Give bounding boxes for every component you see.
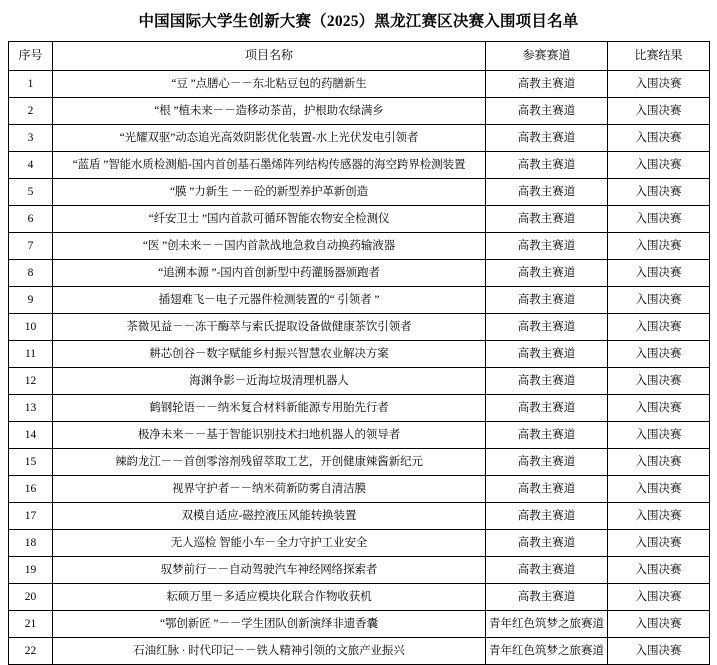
cell-result: 入围决赛 — [608, 584, 710, 611]
column-header-seq: 序号 — [9, 42, 53, 71]
table-row — [9, 503, 710, 530]
cell-name: “蓝盾 ”智能水质检测船-国内首创基石墨烯阵列结构传感器的海空跨界检测装置 — [53, 152, 486, 179]
cell-seq: 15 — [9, 449, 53, 476]
cell-result: 入围决赛 — [608, 368, 710, 395]
table-row — [9, 314, 710, 341]
table-row — [9, 125, 710, 152]
cell-name: “根 ”植未来－－造移动茶苗，护根助农绿满乡 — [53, 98, 486, 125]
cell-track: 高教主赛道 — [486, 152, 608, 179]
cell-result: 入围决赛 — [608, 314, 710, 341]
cell-result: 入围决赛 — [608, 206, 710, 233]
table-row — [9, 530, 710, 557]
table-row — [9, 611, 710, 638]
cell-seq: 21 — [9, 611, 53, 638]
table-row — [9, 341, 710, 368]
cell-result: 入围决赛 — [608, 503, 710, 530]
cell-track: 高教主赛道 — [486, 314, 608, 341]
table-row — [9, 179, 710, 206]
table-body — [9, 71, 710, 665]
table-header-row — [9, 42, 710, 71]
page-title: 中国国际大学生创新大赛（2025）黑龙江赛区决赛入围项目名单 — [138, 13, 579, 30]
cell-name: 驭梦前行－－自动驾驶汽车神经网络探索者 — [53, 557, 486, 584]
cell-track: 高教主赛道 — [486, 71, 608, 98]
cell-result: 入围决赛 — [608, 638, 710, 665]
table-row — [9, 71, 710, 98]
cell-seq: 19 — [9, 557, 53, 584]
cell-seq: 5 — [9, 179, 53, 206]
table-row — [9, 422, 710, 449]
cell-track: 青年红色筑梦之旅赛道 — [486, 638, 608, 665]
table-row — [9, 395, 710, 422]
cell-name: 耕芯创谷－数字赋能乡村振兴智慧农业解决方案 — [53, 341, 486, 368]
cell-name: 无人巡检 智能小车－全力守护工业安全 — [53, 530, 486, 557]
cell-name: “膜 ”力新生 －－砼的新型养护革新创造 — [53, 179, 486, 206]
finalist-projects-table — [8, 41, 710, 665]
cell-name: “鄂创新匠 ”－－学生团队创新演绎非遗香囊 — [53, 611, 486, 638]
cell-result: 入围决赛 — [608, 395, 710, 422]
cell-name: 双模自适应-磁控液压风能转换装置 — [53, 503, 486, 530]
cell-seq: 22 — [9, 638, 53, 665]
cell-track: 高教主赛道 — [486, 260, 608, 287]
table-row — [9, 233, 710, 260]
cell-seq: 6 — [9, 206, 53, 233]
cell-name: “光耀双驱”动态追光高效阴影优化装置-水上光伏发电引领者 — [53, 125, 486, 152]
table-row — [9, 449, 710, 476]
cell-seq: 18 — [9, 530, 53, 557]
cell-name: 海渊争影－近海垃圾清理机器人 — [53, 368, 486, 395]
cell-track: 高教主赛道 — [486, 530, 608, 557]
cell-result: 入围决赛 — [608, 476, 710, 503]
cell-seq: 8 — [9, 260, 53, 287]
cell-result: 入围决赛 — [608, 152, 710, 179]
cell-track: 高教主赛道 — [486, 287, 608, 314]
table-row — [9, 368, 710, 395]
cell-seq: 2 — [9, 98, 53, 125]
cell-result: 入围决赛 — [608, 341, 710, 368]
table-row — [9, 206, 710, 233]
cell-track: 高教主赛道 — [486, 476, 608, 503]
cell-seq: 1 — [9, 71, 53, 98]
table-row — [9, 557, 710, 584]
cell-seq: 14 — [9, 422, 53, 449]
cell-seq: 4 — [9, 152, 53, 179]
cell-name: “医 ”创未来－－国内首款战地急救自动换药输液器 — [53, 233, 486, 260]
cell-name: 视界守护者－－纳米荷新防雾自清洁膜 — [53, 476, 486, 503]
cell-track: 高教主赛道 — [486, 368, 608, 395]
cell-seq: 9 — [9, 287, 53, 314]
cell-result: 入围决赛 — [608, 98, 710, 125]
cell-name: 石油红脉 · 时代印记－－铁人精神引领的文旅产业振兴 — [53, 638, 486, 665]
cell-track: 高教主赛道 — [486, 98, 608, 125]
cell-seq: 12 — [9, 368, 53, 395]
cell-name: “纤安卫士 ”国内首款可循环智能农物安全检测仪 — [53, 206, 486, 233]
cell-result: 入围决赛 — [608, 530, 710, 557]
column-header-result: 比赛结果 — [608, 42, 710, 71]
cell-seq: 10 — [9, 314, 53, 341]
cell-result: 入围决赛 — [608, 422, 710, 449]
cell-seq: 3 — [9, 125, 53, 152]
cell-result: 入围决赛 — [608, 611, 710, 638]
cell-track: 高教主赛道 — [486, 125, 608, 152]
cell-seq: 11 — [9, 341, 53, 368]
cell-result: 入围决赛 — [608, 449, 710, 476]
cell-result: 入围决赛 — [608, 557, 710, 584]
table-row — [9, 152, 710, 179]
cell-seq: 7 — [9, 233, 53, 260]
cell-name: 耘硕万里－多适应模块化联合作物收获机 — [53, 584, 486, 611]
cell-seq: 13 — [9, 395, 53, 422]
column-header-name: 项目名称 — [53, 42, 486, 71]
cell-track: 青年红色筑梦之旅赛道 — [486, 611, 608, 638]
cell-track: 高教主赛道 — [486, 503, 608, 530]
cell-seq: 16 — [9, 476, 53, 503]
cell-name: 辣韵龙江－－首创零溶剂残留萃取工艺，开创健康辣酱新纪元 — [53, 449, 486, 476]
cell-result: 入围决赛 — [608, 287, 710, 314]
table-row — [9, 287, 710, 314]
cell-track: 高教主赛道 — [486, 206, 608, 233]
cell-result: 入围决赛 — [608, 260, 710, 287]
table-row — [9, 260, 710, 287]
cell-track: 高教主赛道 — [486, 233, 608, 260]
cell-seq: 20 — [9, 584, 53, 611]
table-row — [9, 476, 710, 503]
cell-track: 高教主赛道 — [486, 584, 608, 611]
cell-seq: 17 — [9, 503, 53, 530]
cell-name: 极净未来－－基于智能识别技术扫地机器人的领导者 — [53, 422, 486, 449]
cell-track: 高教主赛道 — [486, 422, 608, 449]
table-row — [9, 638, 710, 665]
cell-track: 高教主赛道 — [486, 179, 608, 206]
cell-name: 鹤钢轮语－－纳米复合材料新能源专用胎先行者 — [53, 395, 486, 422]
cell-result: 入围决赛 — [608, 233, 710, 260]
table-row — [9, 584, 710, 611]
table-row — [9, 98, 710, 125]
cell-track: 高教主赛道 — [486, 341, 608, 368]
cell-name: 插翅难飞－电子元器件检测装置的“ 引领者 ” — [53, 287, 486, 314]
cell-name: “豆 ”点膳心－－东北粘豆包的药膳新生 — [53, 71, 486, 98]
column-header-track: 参赛赛道 — [486, 42, 608, 71]
cell-result: 入围决赛 — [608, 71, 710, 98]
cell-name: “追溯本源 ”-国内首创新型中药灌肠器颁跑者 — [53, 260, 486, 287]
cell-track: 高教主赛道 — [486, 449, 608, 476]
cell-result: 入围决赛 — [608, 179, 710, 206]
cell-name: 茶微见益－－冻干酶萃与索氏提取设备做健康茶饮引领者 — [53, 314, 486, 341]
cell-track: 高教主赛道 — [486, 395, 608, 422]
cell-track: 高教主赛道 — [486, 557, 608, 584]
cell-result: 入围决赛 — [608, 125, 710, 152]
